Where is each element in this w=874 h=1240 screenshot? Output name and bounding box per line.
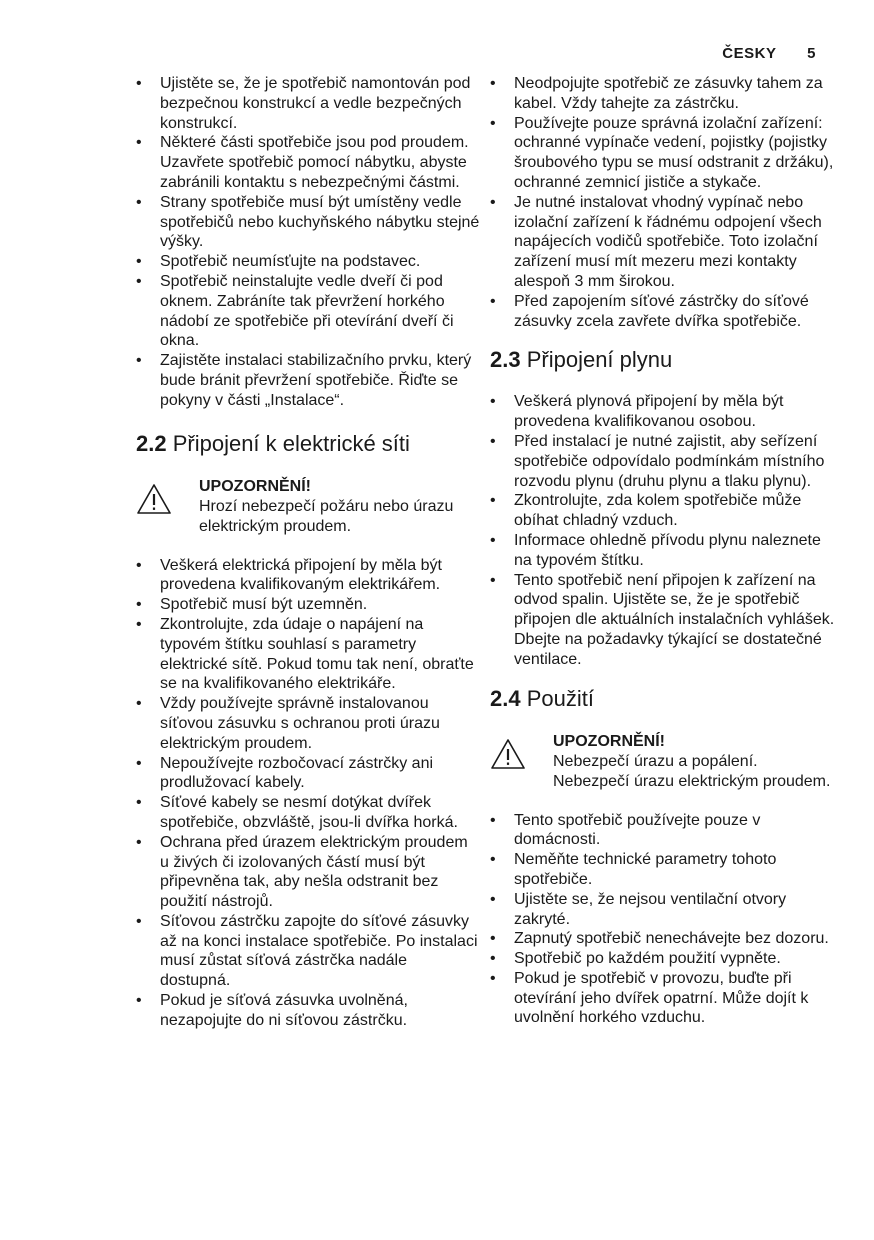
list-item: • Je nutné instalovat vhodný vypínač nebo izolační zařízení k řádnému odpojení všech napájecích vodičů spotřebiče. Toto izolační zařízení musí mít mezeru mezi kontakty alespoň 3 mm širokou. [490,193,835,292]
warning-triangle-icon [136,483,172,515]
list-item: • Strany spotřebiče musí být umístěny vedle spotřebičů nebo kuchyňského nábytku stejné výšky. [136,193,481,252]
list-item: • Některé části spotřebiče jsou pod proudem. Uzavřete spotřebič pomocí nábytku, abyste zabránili kontaktu s nebezpečnými částmi. [136,133,481,192]
list-item: • Ujistěte se, že je spotřebič namontován pod bezpečnou konstrukcí a vedle bezpečných konstrukcí. [136,74,481,133]
section-number: 2.2 [136,430,167,456]
list-item: • Nepoužívejte rozbočovací zástrčky ani prodlužovací kabely. [136,754,481,794]
list-item: • Pokud je síťová zásuvka uvolněná, nezapojujte do ni síťovou zástrčku. [136,991,481,1031]
list-item: • Ujistěte se, že nejsou ventilační otvory zakryté. [490,890,835,930]
warning-text: Nebezpečí úrazu a popálení. Nebezpečí úrazu elektrickým proudem. [553,752,831,790]
electrical-list [136,556,481,1031]
section-title: Použití [526,685,594,711]
list-item: • Spotřebič po každém použití vypněte. [490,949,835,969]
electrical-list-continued [490,74,835,331]
page-header [722,45,816,62]
section-title: Připojení plynu [526,347,673,373]
section-number: 2.4 [490,685,521,711]
left-column [136,74,481,1031]
section-number: 2.3 [490,347,521,373]
list-item: • Spotřebič musí být uzemněn. [136,595,481,615]
list-item: • Neměňte technické parametry tohoto spotřebiče. [490,850,835,890]
list-item: • Tento spotřebič používejte pouze v domácnosti. [490,811,835,851]
list-item: • Síťovou zástrčku zapojte do síťové zásuvky až na konci instalace spotřebiče. Po instalaci musí zůstat síťová zástrčka nadále dostupná. [136,912,481,991]
list-item: • Před zapojením síťové zástrčky do síťové zásuvky zcela zavřete dvířka spotřebiče. [490,292,835,332]
list-item: • Informace ohledně přívodu plynu naleznete na typovém štítku. [490,531,835,571]
list-item: • Zkontrolujte, zda údaje o napájení na typovém štítku souhlasí s parametry elektrické sítě. Pokud tomu tak není, obraťte se na kvalifikovaného elektrikáře. [136,615,481,694]
list-item: • Vždy používejte správně instalovanou síťovou zásuvku s ochranou proti úrazu elektrickým proudem. [136,694,481,753]
section-heading-electrical [136,431,481,457]
warning-title: UPOZORNĚNÍ! [553,732,665,750]
list-item: • Veškerá plynová připojení by měla být provedena kvalifikovanou osobou. [490,392,835,432]
installation-list [136,74,481,411]
warning-box-use [490,732,835,792]
list-item: • Síťové kabely se nesmí dotýkat dvířek spotřebiče, obzvláště, jsou-li dvířka horká. [136,793,481,833]
list-item: • Používejte pouze správná izolační zařízení: ochranné vypínače vedení, pojistky (pojistky šroubového typu se musí odstranit z držáku), ochranné zemnicí jističe a stykače. [490,114,835,193]
gas-list [490,392,835,669]
list-item: • Zapnutý spotřebič nenechávejte bez dozoru. [490,929,835,949]
section-heading-gas [490,347,835,373]
list-item: • Pokud je spotřebič v provozu, buďte při otevírání jeho dvířek opatrní. Může dojít k uvolnění horkého vzduchu. [490,969,835,1028]
list-item: • Spotřebič neumísťujte na podstavec. [136,252,481,272]
right-column [490,74,835,1028]
warning-box-electrical [136,477,481,537]
list-item: • Veškerá elektrická připojení by měla být provedena kvalifikovaným elektrikářem. [136,556,481,596]
list-item: • Ochrana před úrazem elektrickým proudem u živých či izolovaných částí musí být připevněna tak, aby nešla odstranit bez použití nástrojů. [136,833,481,912]
list-item: • Neodpojujte spotřebič ze zásuvky tahem za kabel. Vždy tahejte za zástrčku. [490,74,835,114]
warning-triangle-icon [490,738,526,770]
language-label: ČESKY [722,45,777,62]
section-heading-use [490,686,835,712]
list-item: • Spotřebič neinstalujte vedle dveří či pod oknem. Zabráníte tak převržení horkého nádobí ze spotřebiče při otevírání dveří či okna. [136,272,481,351]
use-list [490,811,835,1029]
warning-text: Hrozí nebezpečí požáru nebo úrazu elektrickým proudem. [199,497,454,535]
list-item: • Před instalací je nutné zajistit, aby seřízení spotřebiče odpovídalo podmínkám místního rozvodu plynu (druhu plynu a tlaku plynu). [490,432,835,491]
section-title: Připojení k elektrické síti [172,430,410,456]
list-item: • Zajistěte instalaci stabilizačního prvku, který bude bránit převržení spotřebiče. Řiďte se pokyny v části „Instalace“. [136,351,481,410]
page-number: 5 [807,45,816,62]
list-item: • Zkontrolujte, zda kolem spotřebiče může obíhat chladný vzduch. [490,491,835,531]
warning-title: UPOZORNĚNÍ! [199,477,311,495]
list-item: • Tento spotřebič není připojen k zařízení na odvod spalin. Ujistěte se, že je spotřebič připojen dle aktuálních instalačních vyhlášek. Dbejte na požadavky týkající se dostatečné ventilace. [490,571,835,670]
